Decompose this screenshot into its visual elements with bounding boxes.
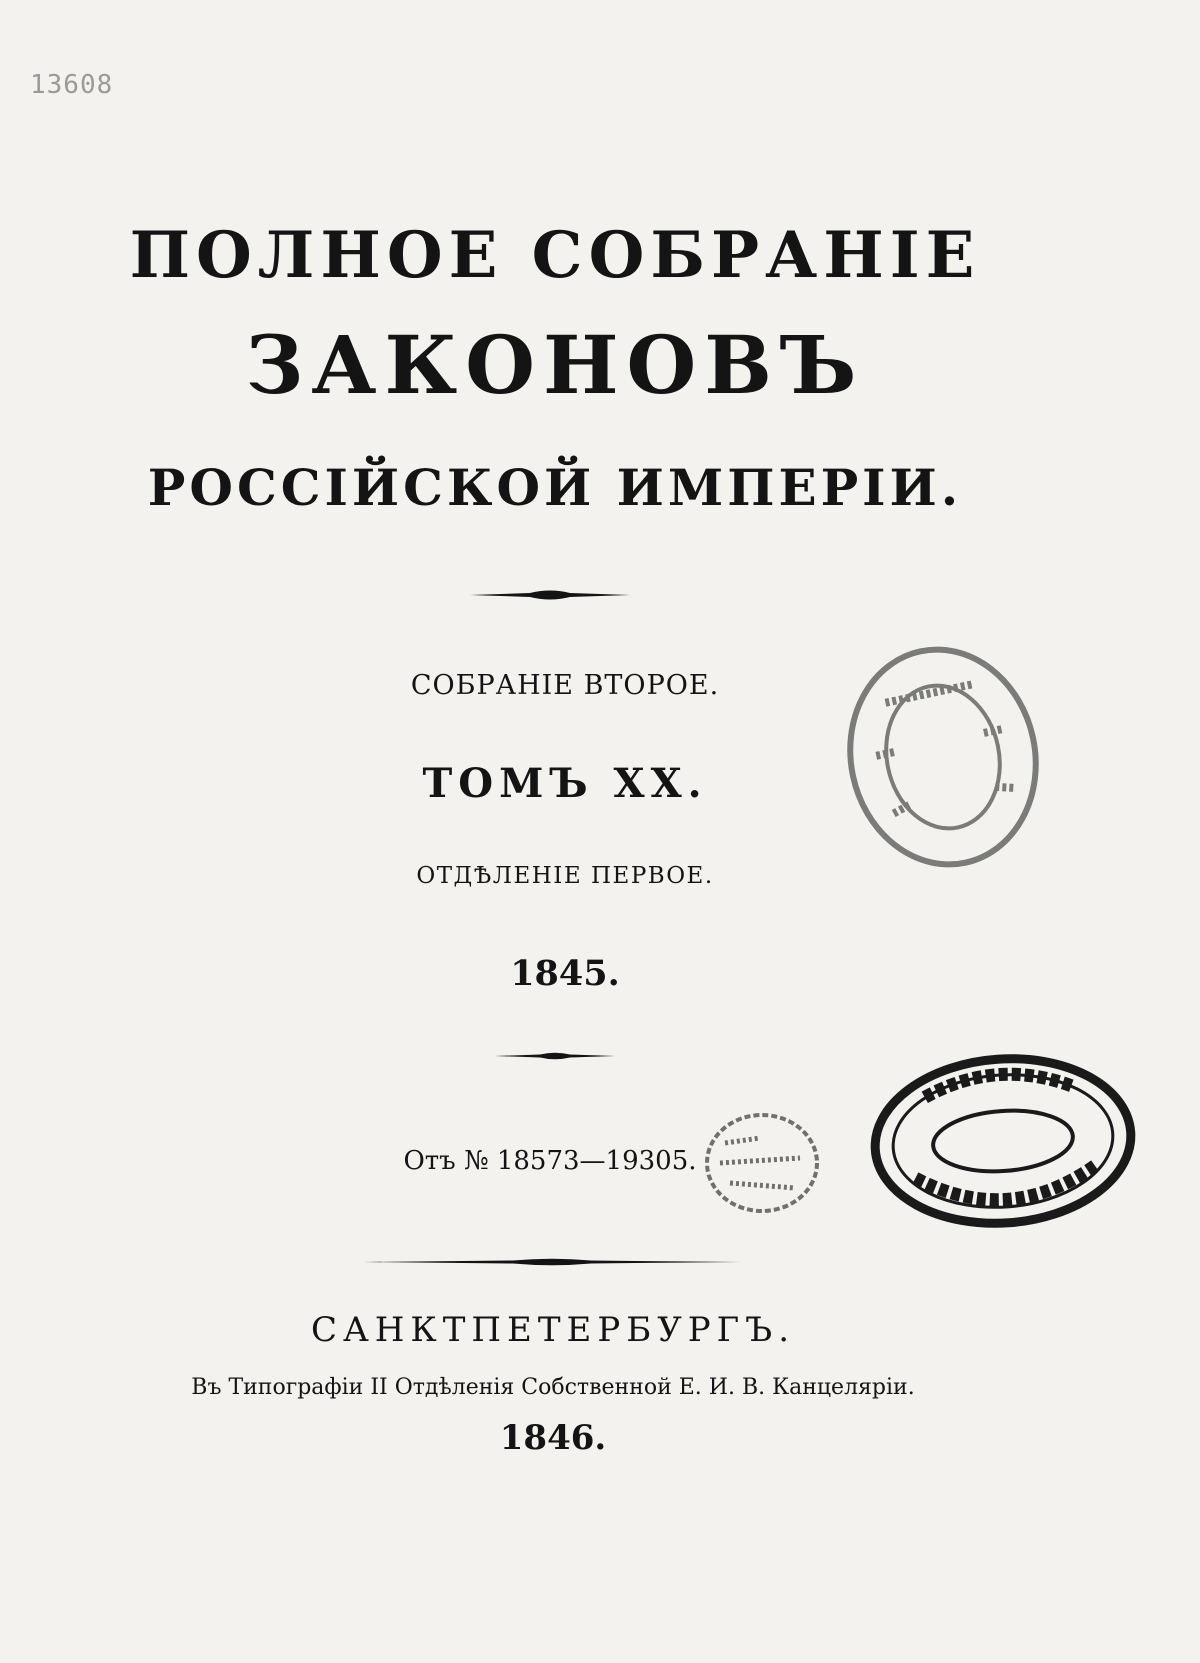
volume-year: 1845. — [510, 953, 620, 994]
library-stamp-upper — [838, 632, 1048, 882]
small-round-stamp — [700, 1108, 825, 1218]
imprint-year: 1846. — [499, 1418, 607, 1458]
shelfmark-number: 13608 — [30, 70, 114, 100]
section-label: ОТДѢЛЕНІЕ ПЕРВОЕ. — [416, 863, 714, 889]
title-line-2: ЗАКОНОВЪ — [245, 318, 865, 412]
title-line-1: ПОЛНОЕ СОБРАНІЕ — [129, 218, 981, 293]
ornamental-rule-3 — [363, 1256, 741, 1268]
title-line-3: РОССІЙСКОЙ ИМПЕРІИ. — [147, 458, 963, 517]
imprint-press: Въ Типографіи II Отдѣленія Собственной Е. И. В. Канцеляріи. — [191, 1375, 915, 1400]
volume-label: ТОМЪ XX. — [422, 760, 708, 807]
imprint-city: САНКТПЕТЕРБУРГЪ. — [310, 1310, 796, 1350]
collection-label: СОБРАНІЕ ВТОРОЕ. — [410, 670, 720, 701]
ornamental-rule-2 — [495, 1050, 615, 1062]
law-number-range: Отъ № 18573—19305. — [403, 1146, 697, 1176]
ornamental-rule-1 — [470, 588, 630, 602]
library-stamp-lower — [868, 1052, 1138, 1230]
